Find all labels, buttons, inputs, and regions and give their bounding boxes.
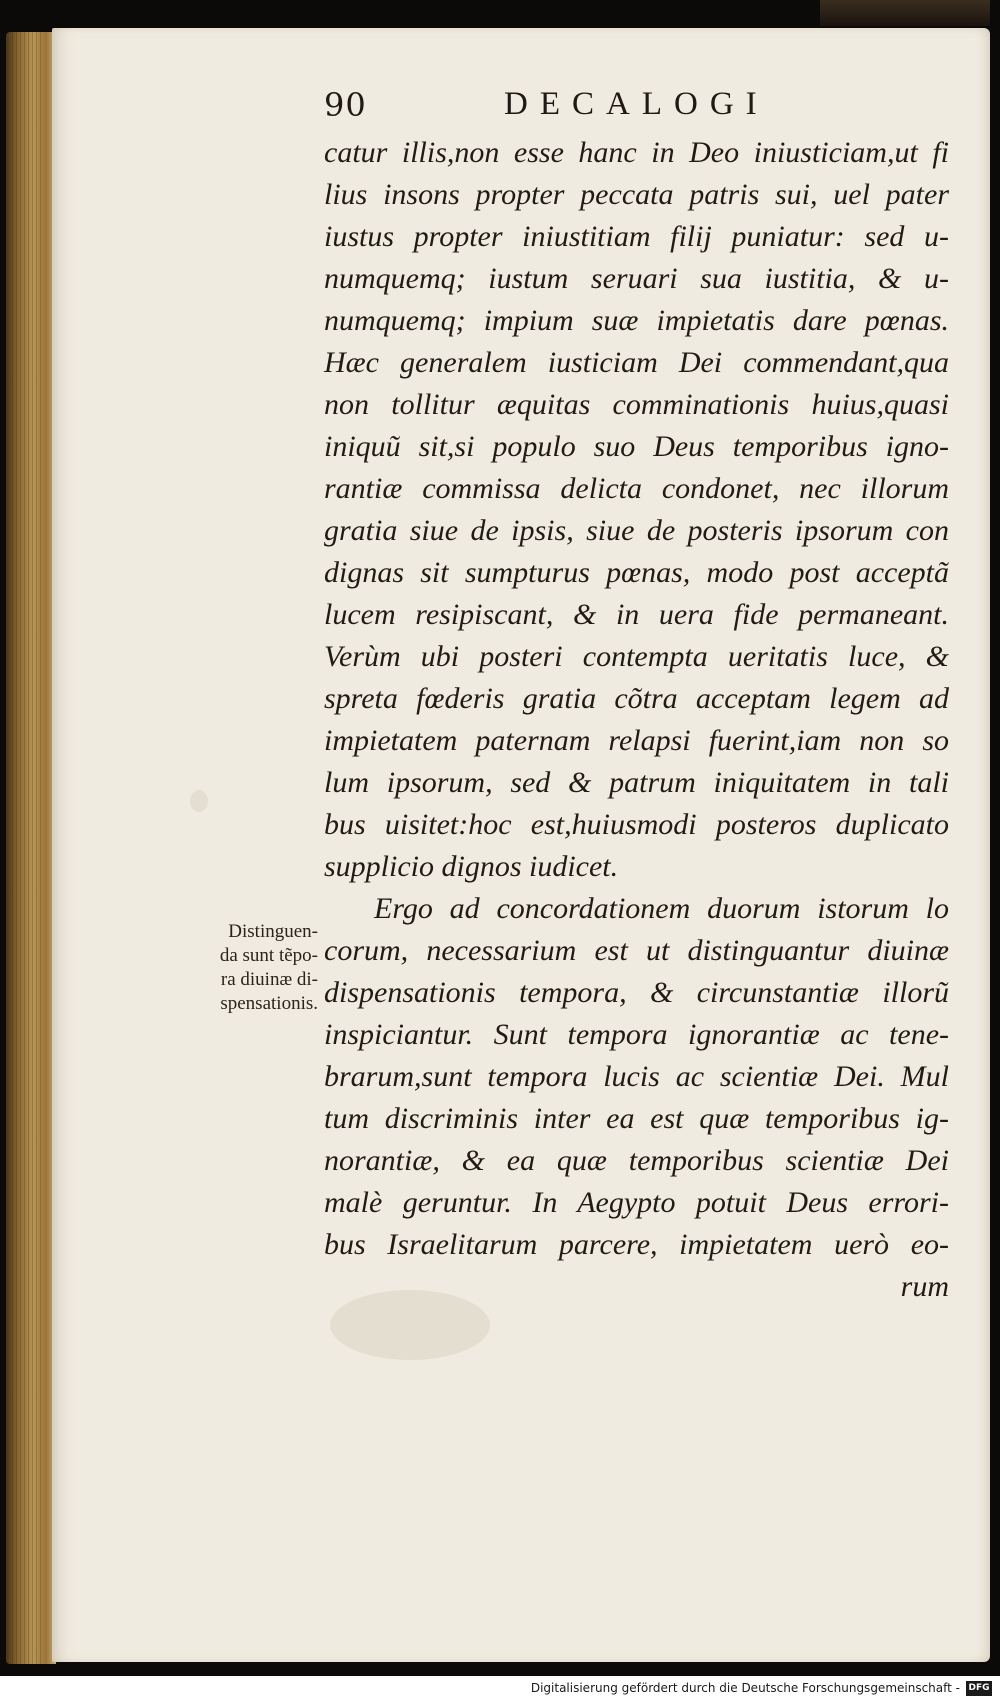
text-line: numquemq; impium suæ impietatis dare pœnas. bbox=[324, 304, 949, 337]
running-head: DECALOGI bbox=[504, 86, 769, 122]
page-number: 90 bbox=[324, 86, 367, 124]
marginal-note-line: Distinguen- bbox=[228, 921, 318, 942]
text-line: gratia siue de ipsis, siue de posteris ipsorum con bbox=[324, 514, 949, 547]
text-line: dispensationis tempora, & circunstantiæ illorũ bbox=[324, 976, 949, 1009]
text-line: bus Israelitarum parcere, impietatem uerò eo- bbox=[324, 1228, 949, 1261]
footer-bar bbox=[0, 1676, 1000, 1702]
paper-stain bbox=[190, 790, 208, 812]
text-line: iustus propter iniustitiam filij puniatur: sed u- bbox=[324, 220, 949, 253]
text-line: lucem resipiscant, & in uera fide permaneant. bbox=[324, 598, 949, 631]
text-line: bus uisitet:hoc est,huiusmodi posteros duplicato bbox=[324, 808, 949, 841]
book-cover-corner bbox=[820, 0, 990, 26]
marginal-note-line: spensationis. bbox=[220, 993, 318, 1014]
text-line: inspiciantur. Sunt tempora ignorantiæ ac tene- bbox=[324, 1018, 949, 1051]
text-line: supplicio dignos iudicet. bbox=[324, 850, 619, 883]
text-line: brarum,sunt tempora lucis ac scientiæ Dei. Mul bbox=[324, 1060, 949, 1093]
page-header bbox=[324, 86, 844, 136]
text-line: numquemq; iustum seruari sua iustitia, & u- bbox=[324, 262, 949, 295]
text-line: norantiæ, & ea quæ temporibus scientiæ Dei bbox=[324, 1144, 949, 1177]
page-edges bbox=[6, 32, 56, 1664]
text-line: spreta fœderis gratia cõtra acceptam legem ad bbox=[324, 682, 949, 715]
text-line: Ergo ad concordationem duorum istorum lo bbox=[374, 892, 949, 925]
text-line: malè geruntur. In Aegypto potuit Deus errori- bbox=[324, 1186, 949, 1219]
marginal-note-line: da sunt tẽpo- bbox=[219, 945, 318, 966]
catchword: rum bbox=[900, 1270, 949, 1303]
marginal-note-line: ra diuinæ di- bbox=[220, 969, 318, 990]
text-line: dignas sit sumpturus pœnas, modo post acceptã bbox=[324, 556, 949, 589]
text-line: lum ipsorum, sed & patrum iniquitatem in tali bbox=[324, 766, 949, 799]
text-line: Verùm ubi posteri contempta ueritatis luce, & bbox=[324, 640, 949, 673]
text-line: lius insons propter peccata patris sui, uel pater bbox=[324, 178, 949, 211]
text-line: non tollitur æquitas comminationis huius,quasi bbox=[324, 388, 949, 421]
text-line: Hæc generalem iusticiam Dei commendant,qua bbox=[324, 346, 949, 379]
text-line: corum, necessarium est ut distinguantur diuinæ bbox=[324, 934, 949, 967]
footer-credit: Digitalisierung gefördert durch die Deutsche Forschungsgemeinschaft - bbox=[530, 1681, 960, 1695]
dfg-logo-icon: DFG bbox=[966, 1681, 992, 1696]
text-line: iniquũ sit,si populo suo Deus temporibus igno- bbox=[324, 430, 949, 463]
text-line: tum discriminis inter ea est quæ temporibus ig- bbox=[324, 1102, 949, 1135]
text-line: impietatem paternam relapsi fuerint,iam non so bbox=[324, 724, 949, 757]
text-line: catur illis,non esse hanc in Deo iniusticiam,ut fi bbox=[324, 136, 949, 169]
text-line: rantiæ commissa delicta condonet, nec illorum bbox=[324, 472, 949, 505]
